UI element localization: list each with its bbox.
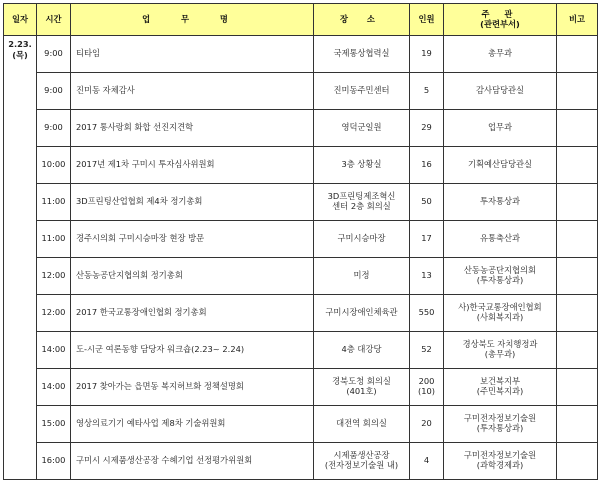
task-cell: 구미시 시제품생산공장 수혜기업 선정평가위원회	[71, 443, 314, 480]
people-cell	[410, 369, 444, 406]
task-cell: 산동농공단지협의회 정기총회	[71, 258, 314, 295]
table-row	[4, 110, 598, 147]
people-cell-line1: 50	[421, 196, 432, 207]
place-cell-line2: 센터 2층 회의실	[332, 201, 391, 211]
org-cell-line2: (투자통상과)	[476, 423, 524, 433]
place-cell	[314, 406, 410, 443]
header-org-line2: (관련부서)	[480, 18, 520, 29]
org-cell	[444, 406, 557, 443]
table-row	[4, 36, 598, 73]
task-cell: 경주시의회 구미시승마장 현장 방문	[71, 221, 314, 258]
place-cell	[314, 332, 410, 369]
people-cell	[410, 221, 444, 258]
place-cell	[314, 258, 410, 295]
people-cell-line1: 17	[421, 233, 432, 244]
date-cell	[4, 36, 37, 480]
header-note: 비고	[557, 4, 598, 36]
time-cell: 9:00	[37, 110, 71, 147]
people-cell	[410, 36, 444, 73]
place-cell-line1: 대전역 회의실	[336, 418, 387, 429]
table-row	[4, 184, 598, 221]
org-cell	[444, 221, 557, 258]
org-cell-line1: 투자통상과	[479, 196, 521, 207]
org-cell	[444, 369, 557, 406]
place-cell	[314, 36, 410, 73]
people-cell	[410, 258, 444, 295]
header-place: 장 소	[314, 4, 410, 36]
date-weekday: (목)	[12, 49, 28, 60]
org-cell-line1: 보건복지부	[479, 376, 521, 387]
org-cell-line1: 기획예산담당관실	[467, 159, 533, 170]
people-cell	[410, 406, 444, 443]
task-cell: 3D프린팅산업협회 제4차 정기총회	[71, 184, 314, 221]
note-cell	[557, 443, 598, 480]
header-people: 인원	[410, 4, 444, 36]
place-cell-line1: 국제통상협력실	[333, 48, 390, 59]
place-cell-line2: (전자정보기술원 내)	[324, 460, 399, 470]
table-row	[4, 332, 598, 369]
org-cell-line1: 사)한국교통장애인협회	[458, 302, 542, 313]
place-cell-line1: 구미시승마장	[337, 233, 386, 244]
org-cell-line1: 구미전자정보기술원	[463, 413, 537, 424]
table-row	[4, 147, 598, 184]
place-cell-line1: 3층 상황실	[341, 159, 382, 170]
task-cell: 2017 찾아가는 읍면동 복지허브화 정책설명회	[71, 369, 314, 406]
org-cell	[444, 443, 557, 480]
place-cell-line1: 시제품생산공장	[333, 450, 390, 461]
org-cell	[444, 184, 557, 221]
place-cell-line1: 미정	[353, 270, 370, 281]
people-cell	[410, 147, 444, 184]
org-cell-line1: 경상북도 자치행정과	[462, 339, 538, 350]
table-row	[4, 443, 598, 480]
people-cell	[410, 73, 444, 110]
people-cell	[410, 184, 444, 221]
people-cell-line2: (10)	[417, 386, 436, 396]
date-day: 2.23.	[8, 39, 32, 49]
time-cell: 11:00	[37, 221, 71, 258]
people-cell-line1: 13	[421, 270, 432, 281]
org-cell-line2: (주민복지과)	[476, 386, 524, 396]
table-row	[4, 73, 598, 110]
people-cell-line1: 5	[423, 85, 430, 96]
place-cell	[314, 73, 410, 110]
org-cell-line2: (투자통상과)	[476, 275, 524, 285]
place-cell-line1: 영덕군일원	[341, 122, 382, 133]
people-cell-line1: 29	[421, 122, 432, 133]
people-cell-line1: 200	[418, 376, 435, 387]
people-cell-line1: 16	[421, 159, 432, 170]
org-cell	[444, 295, 557, 332]
note-cell	[557, 369, 598, 406]
time-cell: 12:00	[37, 258, 71, 295]
place-cell	[314, 184, 410, 221]
org-cell	[444, 258, 557, 295]
people-cell-line1: 20	[421, 418, 432, 429]
org-cell-line2: (사회복지과)	[476, 312, 524, 322]
header-date: 일자	[4, 4, 37, 36]
org-cell-line1: 총무과	[487, 48, 513, 59]
table-row	[4, 221, 598, 258]
note-cell	[557, 332, 598, 369]
task-cell: 진미동 자체감사	[71, 73, 314, 110]
org-cell	[444, 73, 557, 110]
note-cell	[557, 110, 598, 147]
place-cell-line1: 진미동주민센터	[333, 85, 390, 96]
place-cell	[314, 110, 410, 147]
org-cell	[444, 36, 557, 73]
place-cell-line1: 4층 대강당	[341, 344, 382, 355]
org-cell-line1: 감사담당관실	[475, 85, 525, 96]
note-cell	[557, 258, 598, 295]
schedule-table	[3, 3, 598, 480]
place-cell-line1: 경북도청 회의실	[332, 376, 391, 387]
header-task: 업 무 명	[71, 4, 314, 36]
place-cell	[314, 369, 410, 406]
org-cell-line2: (과학경제과)	[476, 460, 524, 470]
place-cell	[314, 295, 410, 332]
people-cell-line1: 550	[418, 307, 435, 318]
table-row	[4, 258, 598, 295]
place-cell-line1: 3D프린팅제조혁신	[327, 191, 396, 202]
people-cell	[410, 443, 444, 480]
org-cell	[444, 110, 557, 147]
header-row	[4, 4, 598, 36]
org-cell	[444, 332, 557, 369]
note-cell	[557, 184, 598, 221]
schedule-body	[4, 36, 598, 480]
org-cell-line2: (총무과)	[484, 349, 516, 359]
time-cell: 11:00	[37, 184, 71, 221]
time-cell: 14:00	[37, 369, 71, 406]
org-cell	[444, 147, 557, 184]
task-cell: 2017 통사랑회 화합 선진지견학	[71, 110, 314, 147]
note-cell	[557, 406, 598, 443]
time-cell: 15:00	[37, 406, 71, 443]
time-cell: 9:00	[37, 36, 71, 73]
time-cell: 12:00	[37, 295, 71, 332]
task-cell: 도-시군 여론동향 담당자 워크숍(2.23~ 2.24)	[71, 332, 314, 369]
people-cell	[410, 332, 444, 369]
place-cell	[314, 443, 410, 480]
note-cell	[557, 36, 598, 73]
note-cell	[557, 73, 598, 110]
header-time: 시간	[37, 4, 71, 36]
people-cell-line1: 19	[421, 48, 432, 59]
note-cell	[557, 147, 598, 184]
org-cell-line1: 구미전자정보기술원	[463, 450, 537, 461]
header-org-line1: 주 관	[481, 8, 519, 19]
time-cell: 9:00	[37, 73, 71, 110]
org-cell-line1: 산동농공단지협의회	[463, 265, 537, 276]
table-row	[4, 295, 598, 332]
task-cell: 티타임	[71, 36, 314, 73]
place-cell	[314, 221, 410, 258]
header-org	[444, 4, 557, 36]
time-cell: 14:00	[37, 332, 71, 369]
people-cell-line1: 52	[421, 344, 432, 355]
task-cell: 2017년 제1차 구미시 투자심사위원회	[71, 147, 314, 184]
people-cell	[410, 110, 444, 147]
time-cell: 10:00	[37, 147, 71, 184]
time-cell: 16:00	[37, 443, 71, 480]
org-cell-line1: 업무과	[487, 122, 513, 133]
note-cell	[557, 221, 598, 258]
place-cell-line2: (401호)	[346, 386, 377, 396]
task-cell: 영상의료기기 예타사업 제8차 기술위원회	[71, 406, 314, 443]
org-cell-line1: 유통축산과	[479, 233, 521, 244]
table-row	[4, 406, 598, 443]
task-cell: 2017 한국교통장애인협회 정기총회	[71, 295, 314, 332]
people-cell	[410, 295, 444, 332]
people-cell-line1: 4	[423, 455, 430, 466]
place-cell	[314, 147, 410, 184]
place-cell-line1: 구미시장애인체육관	[325, 307, 398, 318]
table-row	[4, 369, 598, 406]
note-cell	[557, 295, 598, 332]
